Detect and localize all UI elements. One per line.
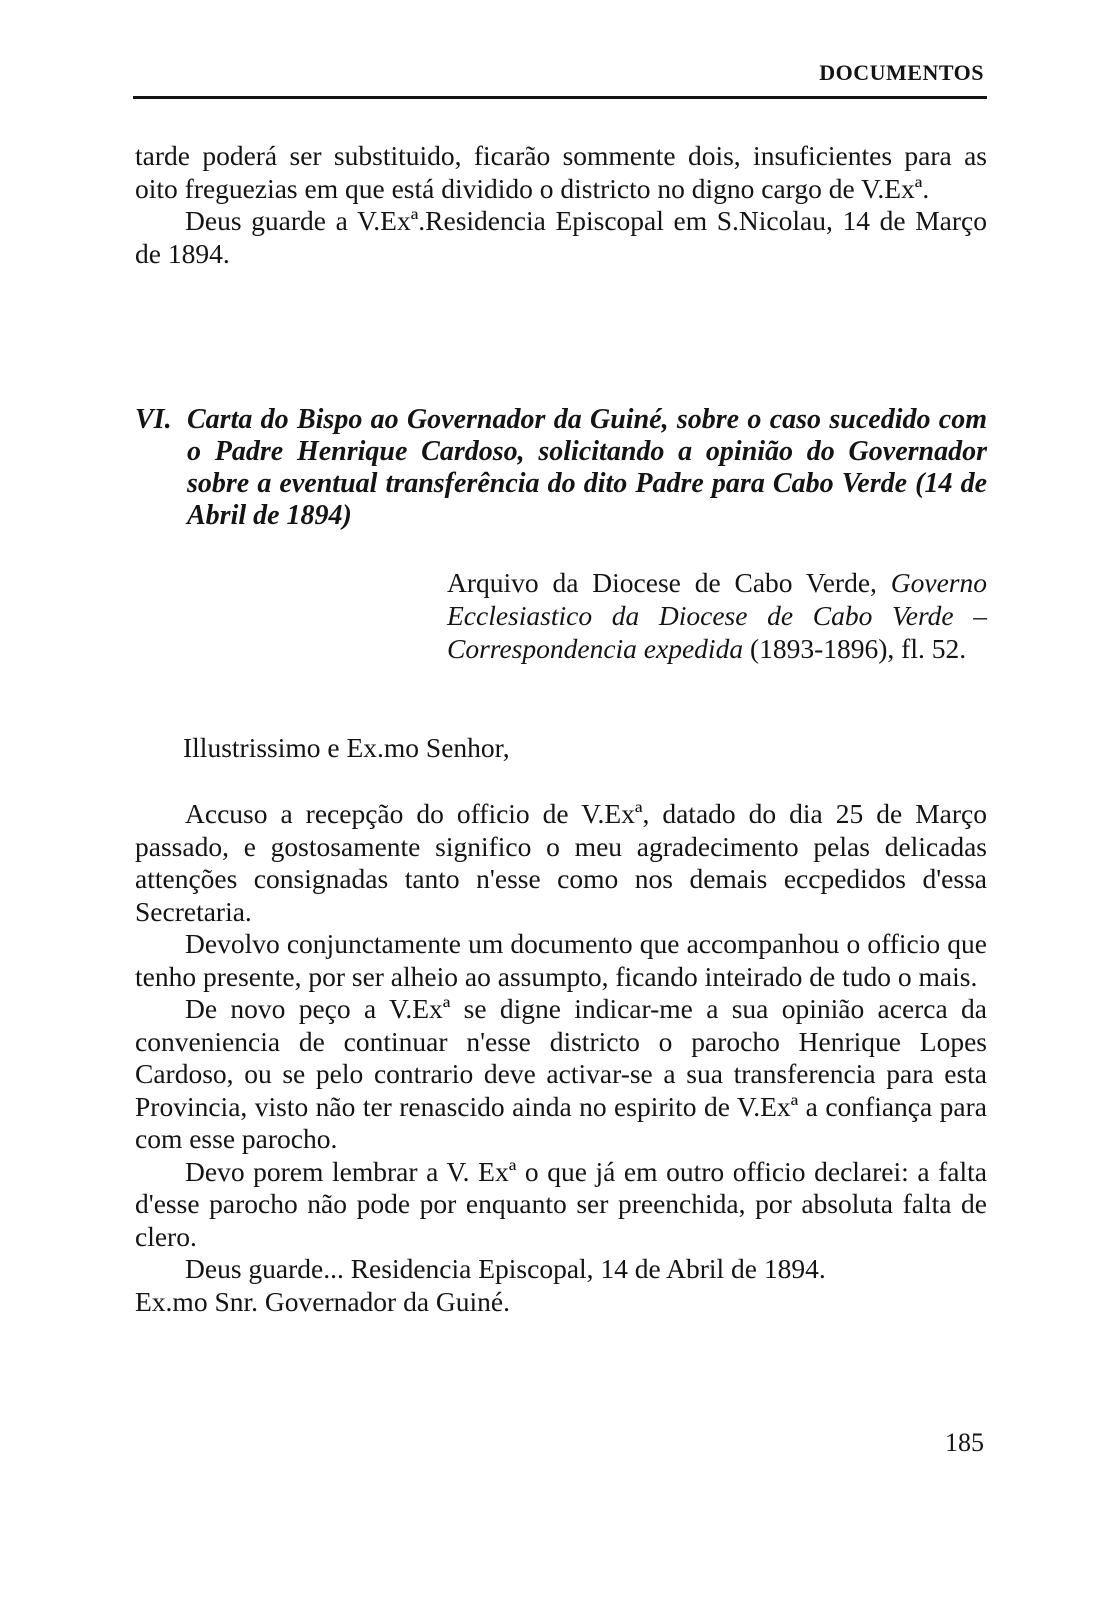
- continuation-paragraph: tarde poderá ser substituido, ficarão sommente dois, insuficientes para as oito freguezias em que está dividido o districto no digno cargo de V.Exª.: [135, 140, 987, 204]
- letter-paragraph: Accuso a recepção do officio de V.Exª, datado do dia 25 de Março passado, e gostosamente significo o meu agradecimento pelas delicadas attenções consignadas tanto n'esse como nos demais eccpedidos d'essa Secretaria.: [135, 798, 987, 927]
- running-head: DOCUMENTOS: [819, 60, 984, 85]
- letter-addressee: Ex.mo Snr. Governador da Guiné.: [135, 1285, 510, 1317]
- header-rule: [133, 96, 987, 99]
- source-collection: Governo Ecclesiastico da Diocese de Cabo Verde – Correspondencia expedida: [447, 567, 987, 664]
- section-title: Carta do Bispo ao Governador da Guiné, sobre o caso sucedido com o Padre Henrique Cardoso, solicitando a opinião do Governador sobre a eventual transferência do dito Padre para Cabo Verde (14 de Abril de 1894): [187, 404, 987, 531]
- letter-paragraph: De novo peço a V.Exª se digne indicar-me a sua opinião acerca da conveniencia de continuar n'esse districto o parocho Henrique Lopes Cardoso, ou se pelo contrario deve activar-se a sua transferencia para esta Provincia, visto não ter renascido ainda no espirito de V.Exª a confiança para com esse parocho.: [135, 993, 987, 1154]
- letter-paragraph: Devo porem lembrar a V. Exª o que já em outro officio declarei: a falta d'esse parocho não pode por enquanto ser preenchida, por absoluta falta de clero.: [135, 1155, 987, 1252]
- letter-body: [135, 798, 987, 1318]
- source-archive: Arquivo da Diocese de Cabo Verde,: [447, 567, 877, 598]
- source-details: (1893-1896), fl. 52.: [749, 633, 967, 664]
- source-citation: [447, 566, 987, 665]
- section-heading: [135, 404, 987, 532]
- opening-text: [135, 140, 987, 270]
- letter-salutation: Illustrissimo e Ex.mo Senhor,: [183, 732, 510, 763]
- opening-closing-paragraph: Deus guarde a V.Exª.Residencia Episcopal em S.Nicolau, 14 de Março de 1894.: [135, 205, 987, 269]
- section-number: VI.: [135, 404, 172, 435]
- letter-paragraph: Devolvo conjunctamente um documento que accompanhou o officio que tenho presente, por ser alheio ao assumpto, ficando inteirado de tudo o mais.: [135, 928, 987, 992]
- page-number: 185: [945, 1428, 984, 1457]
- letter-closing: Deus guarde... Residencia Episcopal, 14 de Abril de 1894.: [185, 1253, 826, 1284]
